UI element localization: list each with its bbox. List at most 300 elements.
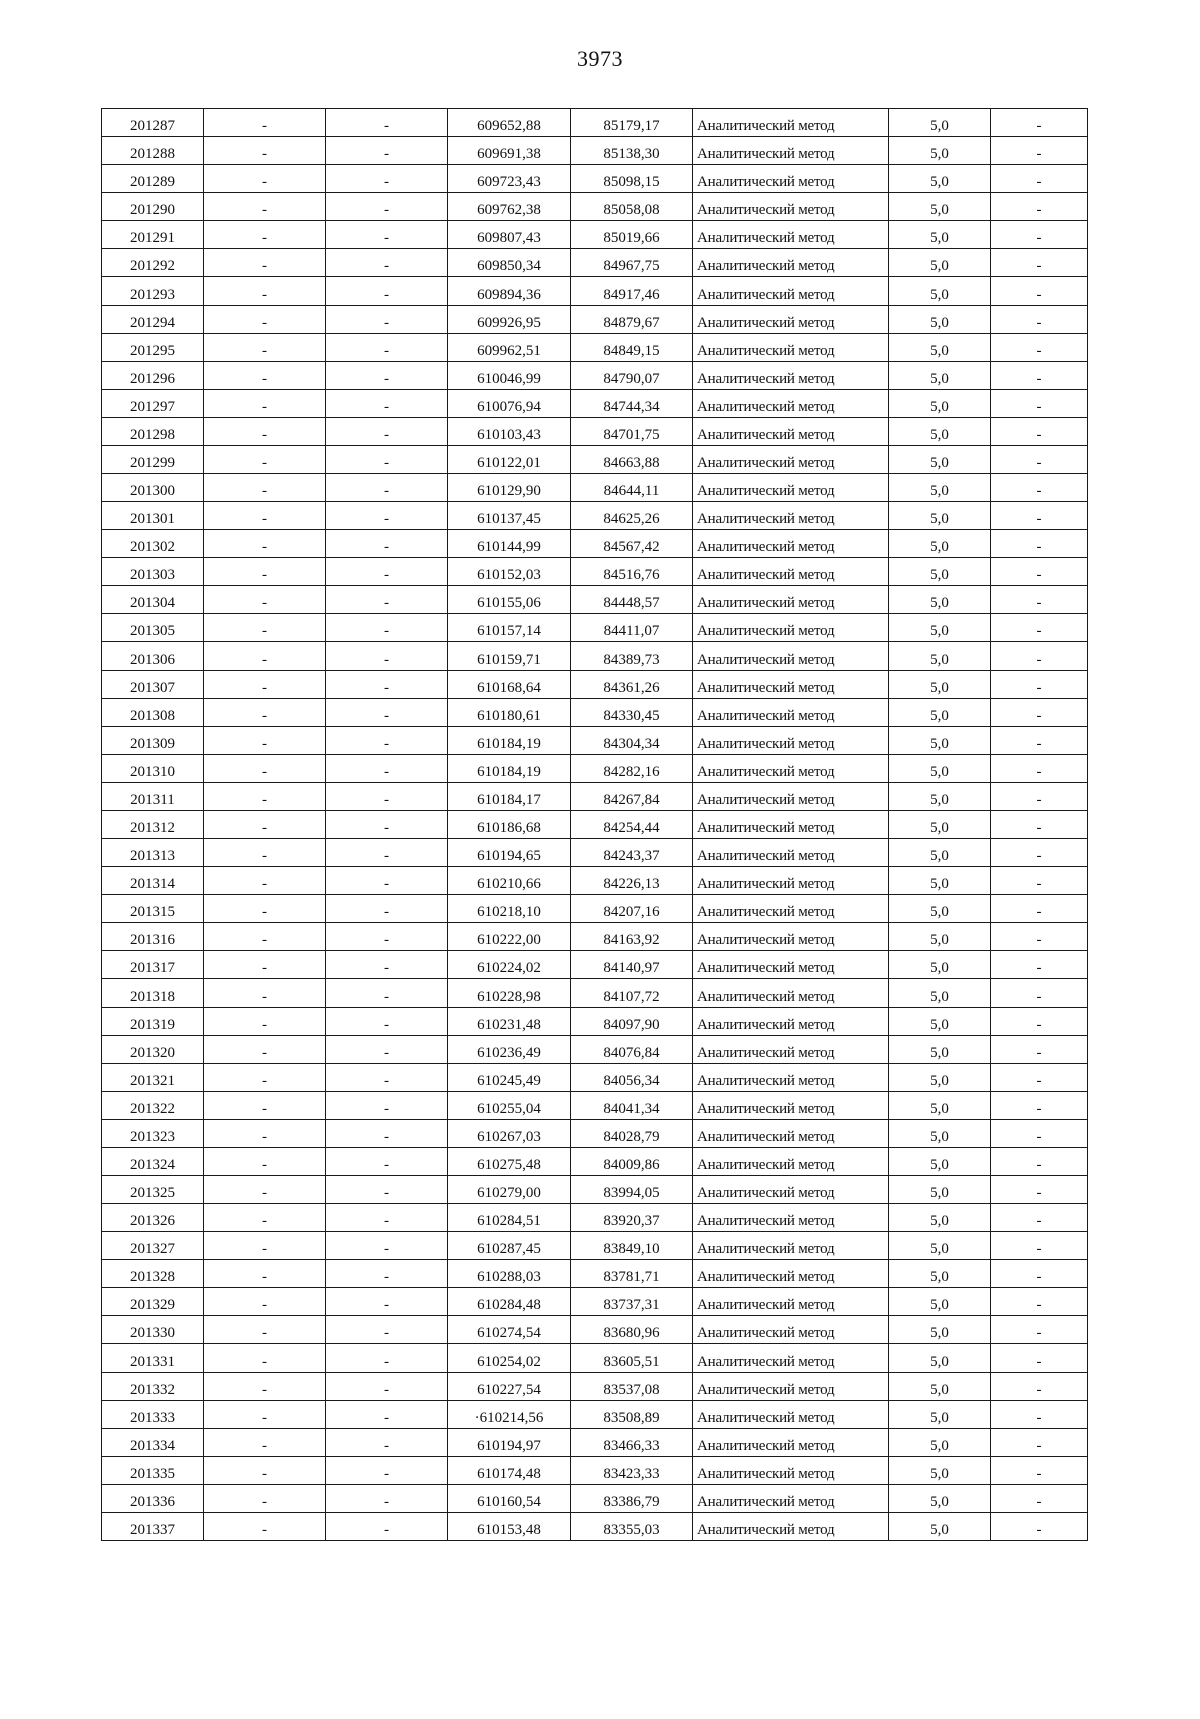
y-coordinate-cell: 85179,17 xyxy=(571,109,693,137)
table-row xyxy=(102,1232,1088,1260)
accuracy-cell: 5,0 xyxy=(889,417,991,445)
blank-cell-1: - xyxy=(204,502,326,530)
blank-cell-2: - xyxy=(326,1232,448,1260)
accuracy-cell: 5,0 xyxy=(889,726,991,754)
x-coordinate-cell: 610184,17 xyxy=(448,782,571,810)
blank-cell-2: - xyxy=(326,839,448,867)
method-cell: Аналитический метод xyxy=(693,810,889,838)
x-coordinate-cell: 609894,36 xyxy=(448,277,571,305)
blank-cell-3: - xyxy=(991,558,1088,586)
blank-cell-2: - xyxy=(326,1063,448,1091)
method-cell: Аналитический метод xyxy=(693,305,889,333)
blank-cell-2: - xyxy=(326,1512,448,1540)
y-coordinate-cell: 85098,15 xyxy=(571,165,693,193)
blank-cell-3: - xyxy=(991,1035,1088,1063)
method-cell: Аналитический метод xyxy=(693,1428,889,1456)
blank-cell-1: - xyxy=(204,1400,326,1428)
blank-cell-3: - xyxy=(991,754,1088,782)
x-coordinate-cell: 610129,90 xyxy=(448,474,571,502)
y-coordinate-cell: 84304,34 xyxy=(571,726,693,754)
table-row xyxy=(102,1175,1088,1203)
blank-cell-1: - xyxy=(204,165,326,193)
accuracy-cell: 5,0 xyxy=(889,642,991,670)
blank-cell-2: - xyxy=(326,586,448,614)
accuracy-cell: 5,0 xyxy=(889,1035,991,1063)
blank-cell-2: - xyxy=(326,502,448,530)
blank-cell-3: - xyxy=(991,1147,1088,1175)
point-id-cell: 201308 xyxy=(102,698,204,726)
x-coordinate-cell: 610168,64 xyxy=(448,670,571,698)
table-row xyxy=(102,867,1088,895)
blank-cell-2: - xyxy=(326,1175,448,1203)
blank-cell-2: - xyxy=(326,193,448,221)
y-coordinate-cell: 84625,26 xyxy=(571,502,693,530)
x-coordinate-cell: 610122,01 xyxy=(448,445,571,473)
blank-cell-3: - xyxy=(991,1372,1088,1400)
blank-cell-1: - xyxy=(204,923,326,951)
y-coordinate-cell: 83466,33 xyxy=(571,1428,693,1456)
point-id-cell: 201292 xyxy=(102,249,204,277)
point-id-cell: 201311 xyxy=(102,782,204,810)
table-row xyxy=(102,923,1088,951)
table-row xyxy=(102,895,1088,923)
blank-cell-1: - xyxy=(204,333,326,361)
method-cell: Аналитический метод xyxy=(693,1288,889,1316)
x-coordinate-cell: 610218,10 xyxy=(448,895,571,923)
y-coordinate-cell: 84056,34 xyxy=(571,1063,693,1091)
table-row xyxy=(102,389,1088,417)
y-coordinate-cell: 84448,57 xyxy=(571,586,693,614)
accuracy-cell: 5,0 xyxy=(889,951,991,979)
method-cell: Аналитический метод xyxy=(693,221,889,249)
x-coordinate-cell: 610174,48 xyxy=(448,1456,571,1484)
x-coordinate-cell: 610159,71 xyxy=(448,642,571,670)
method-cell: Аналитический метод xyxy=(693,1091,889,1119)
blank-cell-2: - xyxy=(326,614,448,642)
table-row xyxy=(102,698,1088,726)
x-coordinate-cell: 610155,06 xyxy=(448,586,571,614)
blank-cell-1: - xyxy=(204,782,326,810)
y-coordinate-cell: 84028,79 xyxy=(571,1119,693,1147)
point-id-cell: 201335 xyxy=(102,1456,204,1484)
y-coordinate-cell: 83605,51 xyxy=(571,1344,693,1372)
x-coordinate-cell: 610186,68 xyxy=(448,810,571,838)
y-coordinate-cell: 84701,75 xyxy=(571,417,693,445)
table-row xyxy=(102,1428,1088,1456)
accuracy-cell: 5,0 xyxy=(889,249,991,277)
x-coordinate-cell: 610267,03 xyxy=(448,1119,571,1147)
method-cell: Аналитический метод xyxy=(693,1484,889,1512)
blank-cell-3: - xyxy=(991,1400,1088,1428)
y-coordinate-cell: 84207,16 xyxy=(571,895,693,923)
table-row xyxy=(102,1484,1088,1512)
method-cell: Аналитический метод xyxy=(693,642,889,670)
method-cell: Аналитический метод xyxy=(693,1035,889,1063)
blank-cell-3: - xyxy=(991,502,1088,530)
accuracy-cell: 5,0 xyxy=(889,389,991,417)
method-cell: Аналитический метод xyxy=(693,417,889,445)
accuracy-cell: 5,0 xyxy=(889,333,991,361)
blank-cell-2: - xyxy=(326,530,448,558)
method-cell: Аналитический метод xyxy=(693,1400,889,1428)
method-cell: Аналитический метод xyxy=(693,137,889,165)
method-cell: Аналитический метод xyxy=(693,389,889,417)
blank-cell-2: - xyxy=(326,782,448,810)
method-cell: Аналитический метод xyxy=(693,670,889,698)
blank-cell-3: - xyxy=(991,109,1088,137)
coordinates-table xyxy=(101,108,1088,1541)
x-coordinate-cell: 610236,49 xyxy=(448,1035,571,1063)
blank-cell-3: - xyxy=(991,1456,1088,1484)
method-cell: Аналитический метод xyxy=(693,698,889,726)
x-coordinate-cell: 609723,43 xyxy=(448,165,571,193)
blank-cell-3: - xyxy=(991,389,1088,417)
blank-cell-3: - xyxy=(991,1484,1088,1512)
blank-cell-3: - xyxy=(991,1316,1088,1344)
method-cell: Аналитический метод xyxy=(693,193,889,221)
blank-cell-1: - xyxy=(204,1344,326,1372)
y-coordinate-cell: 84041,34 xyxy=(571,1091,693,1119)
accuracy-cell: 5,0 xyxy=(889,782,991,810)
method-cell: Аналитический метод xyxy=(693,867,889,895)
x-coordinate-cell: 610152,03 xyxy=(448,558,571,586)
blank-cell-2: - xyxy=(326,754,448,782)
y-coordinate-cell: 85058,08 xyxy=(571,193,693,221)
accuracy-cell: 5,0 xyxy=(889,1428,991,1456)
blank-cell-2: - xyxy=(326,277,448,305)
table-row xyxy=(102,109,1088,137)
blank-cell-3: - xyxy=(991,867,1088,895)
accuracy-cell: 5,0 xyxy=(889,277,991,305)
blank-cell-1: - xyxy=(204,1316,326,1344)
table-row xyxy=(102,333,1088,361)
blank-cell-3: - xyxy=(991,1063,1088,1091)
accuracy-cell: 5,0 xyxy=(889,193,991,221)
point-id-cell: 201315 xyxy=(102,895,204,923)
y-coordinate-cell: 84163,92 xyxy=(571,923,693,951)
table-row xyxy=(102,502,1088,530)
method-cell: Аналитический метод xyxy=(693,1512,889,1540)
x-coordinate-cell: 610228,98 xyxy=(448,979,571,1007)
point-id-cell: 201294 xyxy=(102,305,204,333)
table-row xyxy=(102,1035,1088,1063)
page-number: 3973 xyxy=(577,46,623,71)
blank-cell-3: - xyxy=(991,1091,1088,1119)
method-cell: Аналитический метод xyxy=(693,109,889,137)
x-coordinate-cell: 610287,45 xyxy=(448,1232,571,1260)
blank-cell-1: - xyxy=(204,895,326,923)
method-cell: Аналитический метод xyxy=(693,474,889,502)
blank-cell-1: - xyxy=(204,1456,326,1484)
y-coordinate-cell: 83537,08 xyxy=(571,1372,693,1400)
y-coordinate-cell: 84879,67 xyxy=(571,305,693,333)
y-coordinate-cell: 85019,66 xyxy=(571,221,693,249)
method-cell: Аналитический метод xyxy=(693,586,889,614)
blank-cell-3: - xyxy=(991,1204,1088,1232)
table-row xyxy=(102,1063,1088,1091)
blank-cell-2: - xyxy=(326,1204,448,1232)
blank-cell-3: - xyxy=(991,698,1088,726)
blank-cell-1: - xyxy=(204,445,326,473)
blank-cell-1: - xyxy=(204,109,326,137)
blank-cell-1: - xyxy=(204,642,326,670)
point-id-cell: 201290 xyxy=(102,193,204,221)
blank-cell-2: - xyxy=(326,165,448,193)
method-cell: Аналитический метод xyxy=(693,1344,889,1372)
point-id-cell: 201304 xyxy=(102,586,204,614)
blank-cell-2: - xyxy=(326,1288,448,1316)
blank-cell-2: - xyxy=(326,1456,448,1484)
accuracy-cell: 5,0 xyxy=(889,614,991,642)
blank-cell-2: - xyxy=(326,474,448,502)
point-id-cell: 201309 xyxy=(102,726,204,754)
blank-cell-1: - xyxy=(204,305,326,333)
y-coordinate-cell: 83994,05 xyxy=(571,1175,693,1203)
accuracy-cell: 5,0 xyxy=(889,1372,991,1400)
point-id-cell: 201327 xyxy=(102,1232,204,1260)
blank-cell-2: - xyxy=(326,249,448,277)
table-row xyxy=(102,1512,1088,1540)
blank-cell-3: - xyxy=(991,1232,1088,1260)
point-id-cell: 201312 xyxy=(102,810,204,838)
point-id-cell: 201320 xyxy=(102,1035,204,1063)
y-coordinate-cell: 84243,37 xyxy=(571,839,693,867)
blank-cell-2: - xyxy=(326,895,448,923)
blank-cell-3: - xyxy=(991,165,1088,193)
accuracy-cell: 5,0 xyxy=(889,1007,991,1035)
x-coordinate-cell: 610275,48 xyxy=(448,1147,571,1175)
x-coordinate-cell: 610194,97 xyxy=(448,1428,571,1456)
x-coordinate-cell: 610288,03 xyxy=(448,1260,571,1288)
blank-cell-1: - xyxy=(204,277,326,305)
y-coordinate-cell: 84644,11 xyxy=(571,474,693,502)
x-coordinate-cell: ·610214,56 xyxy=(448,1400,571,1428)
blank-cell-3: - xyxy=(991,951,1088,979)
y-coordinate-cell: 84917,46 xyxy=(571,277,693,305)
table-row xyxy=(102,137,1088,165)
blank-cell-3: - xyxy=(991,445,1088,473)
table-row xyxy=(102,586,1088,614)
point-id-cell: 201325 xyxy=(102,1175,204,1203)
method-cell: Аналитический метод xyxy=(693,839,889,867)
x-coordinate-cell: 610222,00 xyxy=(448,923,571,951)
blank-cell-1: - xyxy=(204,1204,326,1232)
blank-cell-2: - xyxy=(326,979,448,1007)
y-coordinate-cell: 84330,45 xyxy=(571,698,693,726)
x-coordinate-cell: 610184,19 xyxy=(448,754,571,782)
blank-cell-1: - xyxy=(204,417,326,445)
accuracy-cell: 5,0 xyxy=(889,165,991,193)
accuracy-cell: 5,0 xyxy=(889,670,991,698)
point-id-cell: 201305 xyxy=(102,614,204,642)
method-cell: Аналитический метод xyxy=(693,502,889,530)
blank-cell-1: - xyxy=(204,1147,326,1175)
y-coordinate-cell: 84009,86 xyxy=(571,1147,693,1175)
point-id-cell: 201295 xyxy=(102,333,204,361)
x-coordinate-cell: 609652,88 xyxy=(448,109,571,137)
point-id-cell: 201330 xyxy=(102,1316,204,1344)
point-id-cell: 201289 xyxy=(102,165,204,193)
blank-cell-3: - xyxy=(991,670,1088,698)
x-coordinate-cell: 610103,43 xyxy=(448,417,571,445)
x-coordinate-cell: 610274,54 xyxy=(448,1316,571,1344)
table-row xyxy=(102,979,1088,1007)
method-cell: Аналитический метод xyxy=(693,951,889,979)
blank-cell-1: - xyxy=(204,361,326,389)
blank-cell-3: - xyxy=(991,782,1088,810)
blank-cell-3: - xyxy=(991,1288,1088,1316)
blank-cell-3: - xyxy=(991,839,1088,867)
table-row xyxy=(102,277,1088,305)
blank-cell-1: - xyxy=(204,221,326,249)
accuracy-cell: 5,0 xyxy=(889,474,991,502)
table-row xyxy=(102,1400,1088,1428)
blank-cell-3: - xyxy=(991,1428,1088,1456)
blank-cell-1: - xyxy=(204,1175,326,1203)
x-coordinate-cell: 610245,49 xyxy=(448,1063,571,1091)
point-id-cell: 201301 xyxy=(102,502,204,530)
point-id-cell: 201318 xyxy=(102,979,204,1007)
blank-cell-3: - xyxy=(991,137,1088,165)
blank-cell-2: - xyxy=(326,361,448,389)
x-coordinate-cell: 610231,48 xyxy=(448,1007,571,1035)
blank-cell-1: - xyxy=(204,1484,326,1512)
method-cell: Аналитический метод xyxy=(693,165,889,193)
blank-cell-1: - xyxy=(204,1372,326,1400)
method-cell: Аналитический метод xyxy=(693,361,889,389)
blank-cell-2: - xyxy=(326,1119,448,1147)
y-coordinate-cell: 84097,90 xyxy=(571,1007,693,1035)
table-row xyxy=(102,1316,1088,1344)
blank-cell-3: - xyxy=(991,1119,1088,1147)
blank-cell-2: - xyxy=(326,1484,448,1512)
accuracy-cell: 5,0 xyxy=(889,923,991,951)
blank-cell-2: - xyxy=(326,642,448,670)
x-coordinate-cell: 610227,54 xyxy=(448,1372,571,1400)
blank-cell-3: - xyxy=(991,417,1088,445)
blank-cell-2: - xyxy=(326,1428,448,1456)
blank-cell-1: - xyxy=(204,530,326,558)
table-row xyxy=(102,530,1088,558)
blank-cell-2: - xyxy=(326,698,448,726)
blank-cell-1: - xyxy=(204,614,326,642)
point-id-cell: 201334 xyxy=(102,1428,204,1456)
point-id-cell: 201287 xyxy=(102,109,204,137)
blank-cell-3: - xyxy=(991,249,1088,277)
method-cell: Аналитический метод xyxy=(693,1007,889,1035)
x-coordinate-cell: 610254,02 xyxy=(448,1344,571,1372)
y-coordinate-cell: 84744,34 xyxy=(571,389,693,417)
method-cell: Аналитический метод xyxy=(693,277,889,305)
method-cell: Аналитический метод xyxy=(693,895,889,923)
y-coordinate-cell: 84411,07 xyxy=(571,614,693,642)
accuracy-cell: 5,0 xyxy=(889,1400,991,1428)
blank-cell-2: - xyxy=(326,389,448,417)
point-id-cell: 201321 xyxy=(102,1063,204,1091)
accuracy-cell: 5,0 xyxy=(889,1119,991,1147)
blank-cell-1: - xyxy=(204,979,326,1007)
accuracy-cell: 5,0 xyxy=(889,361,991,389)
blank-cell-2: - xyxy=(326,867,448,895)
blank-cell-3: - xyxy=(991,1260,1088,1288)
y-coordinate-cell: 84226,13 xyxy=(571,867,693,895)
table-row xyxy=(102,839,1088,867)
method-cell: Аналитический метод xyxy=(693,726,889,754)
x-coordinate-cell: 610284,51 xyxy=(448,1204,571,1232)
blank-cell-1: - xyxy=(204,726,326,754)
method-cell: Аналитический метод xyxy=(693,1119,889,1147)
blank-cell-1: - xyxy=(204,249,326,277)
blank-cell-3: - xyxy=(991,979,1088,1007)
method-cell: Аналитический метод xyxy=(693,1316,889,1344)
blank-cell-1: - xyxy=(204,137,326,165)
blank-cell-2: - xyxy=(326,1007,448,1035)
point-id-cell: 201303 xyxy=(102,558,204,586)
blank-cell-2: - xyxy=(326,1091,448,1119)
table-row xyxy=(102,1260,1088,1288)
method-cell: Аналитический метод xyxy=(693,333,889,361)
y-coordinate-cell: 84567,42 xyxy=(571,530,693,558)
point-id-cell: 201296 xyxy=(102,361,204,389)
blank-cell-1: - xyxy=(204,474,326,502)
table-row xyxy=(102,249,1088,277)
table-row xyxy=(102,670,1088,698)
accuracy-cell: 5,0 xyxy=(889,109,991,137)
y-coordinate-cell: 83849,10 xyxy=(571,1232,693,1260)
method-cell: Аналитический метод xyxy=(693,1456,889,1484)
x-coordinate-cell: 610194,65 xyxy=(448,839,571,867)
point-id-cell: 201302 xyxy=(102,530,204,558)
y-coordinate-cell: 83508,89 xyxy=(571,1400,693,1428)
y-coordinate-cell: 83355,03 xyxy=(571,1512,693,1540)
method-cell: Аналитический метод xyxy=(693,1063,889,1091)
accuracy-cell: 5,0 xyxy=(889,1456,991,1484)
accuracy-cell: 5,0 xyxy=(889,137,991,165)
accuracy-cell: 5,0 xyxy=(889,1091,991,1119)
blank-cell-2: - xyxy=(326,923,448,951)
blank-cell-2: - xyxy=(326,810,448,838)
x-coordinate-cell: 610144,99 xyxy=(448,530,571,558)
accuracy-cell: 5,0 xyxy=(889,445,991,473)
method-cell: Аналитический метод xyxy=(693,445,889,473)
blank-cell-1: - xyxy=(204,1288,326,1316)
x-coordinate-cell: 610284,48 xyxy=(448,1288,571,1316)
blank-cell-1: - xyxy=(204,1091,326,1119)
point-id-cell: 201316 xyxy=(102,923,204,951)
point-id-cell: 201299 xyxy=(102,445,204,473)
point-id-cell: 201313 xyxy=(102,839,204,867)
accuracy-cell: 5,0 xyxy=(889,754,991,782)
blank-cell-1: - xyxy=(204,586,326,614)
y-coordinate-cell: 83920,37 xyxy=(571,1204,693,1232)
table-row xyxy=(102,305,1088,333)
blank-cell-3: - xyxy=(991,1512,1088,1540)
blank-cell-3: - xyxy=(991,923,1088,951)
y-coordinate-cell: 84254,44 xyxy=(571,810,693,838)
point-id-cell: 201314 xyxy=(102,867,204,895)
blank-cell-1: - xyxy=(204,389,326,417)
point-id-cell: 201328 xyxy=(102,1260,204,1288)
table-row xyxy=(102,417,1088,445)
y-coordinate-cell: 84282,16 xyxy=(571,754,693,782)
accuracy-cell: 5,0 xyxy=(889,895,991,923)
x-coordinate-cell: 610180,61 xyxy=(448,698,571,726)
blank-cell-2: - xyxy=(326,670,448,698)
table-row xyxy=(102,361,1088,389)
blank-cell-2: - xyxy=(326,1260,448,1288)
accuracy-cell: 5,0 xyxy=(889,1316,991,1344)
method-cell: Аналитический метод xyxy=(693,782,889,810)
